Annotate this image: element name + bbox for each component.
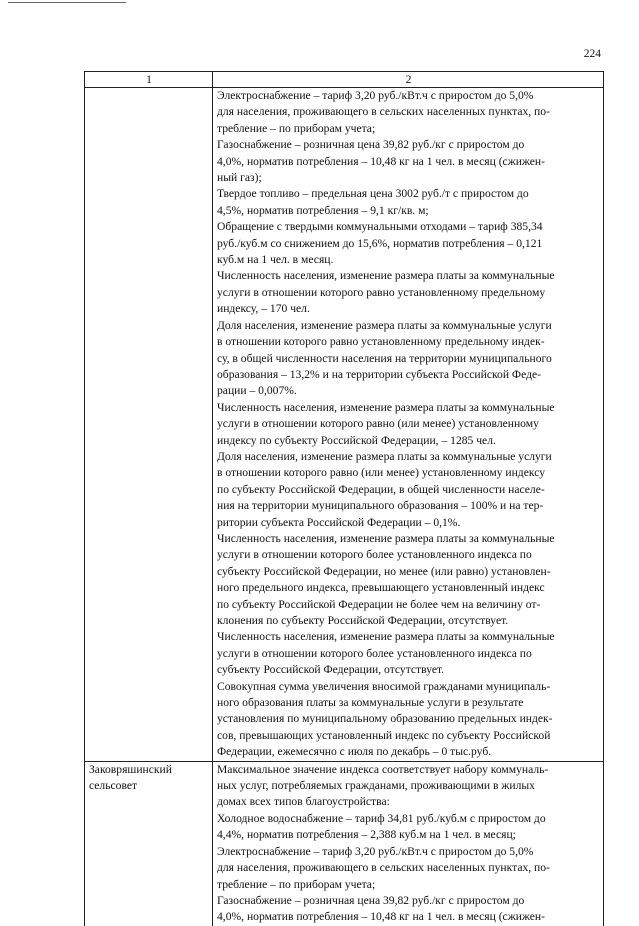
- paragraph-max-index: Максимальное значение индекса соответствует набору коммуналь- ных услуг, потребляемых гражданами, проживающими в жилых домах всех типов благоустройства:: [217, 762, 549, 809]
- paragraph-cold-water: Холодное водоснабжение – тариф 34,81 руб./куб.м с приростом до 4,4%, норматив потребления – 2,388 куб.м на 1 чел. в месяц;: [217, 811, 546, 842]
- municipality-cell: [85, 88, 213, 762]
- paragraph-electricity: Электроснабжение – тариф 3,20 руб./кВт.ч с приростом до 5,0% для населения, проживающего в сельских населенных пунктах, по- требление – по приборам учета;: [217, 89, 550, 135]
- paragraph-solid-fuel: Твердое топливо – предельная цена 3002 руб./т с приростом до 4,5%, норматив потребления – 9,1 кг/кв. м;: [217, 187, 529, 217]
- paragraph-total-increase: Совокупная сумма увеличения вносимой гражданами муниципаль- ного образования платы за коммунальные услуги в результате установления по муниципальному образованию предельных индек- сов, превышающих установленный индекс по субъекту Российской Федерации, ежемесячно с июля по декабрь – 0 тыс.руб.: [217, 679, 553, 759]
- document-table: [84, 71, 604, 926]
- column-header-2: 2: [213, 72, 604, 88]
- paragraph-gas: Газоснабжение – розничная цена 39,82 руб./кг с приростом до 4,0%, норматив потребления – 10,48 кг на 1 чел. в месяц (сжижен-: [217, 893, 545, 924]
- page-number: 224: [583, 48, 601, 60]
- paragraph-gas: Газоснабжение – розничная цена 39,82 руб./кг с приростом до 4,0%, норматив потребления – 10,48 кг на 1 чел. в месяц (сжижен- ный газ);: [217, 138, 545, 185]
- paragraph-population-equal-regional: Численность населения, изменение размера платы за коммунальные услуги в отношении которого равно (или менее) установленному индексу по субъекту Российской Федерации, – 1285 чел.: [217, 400, 555, 447]
- details-cell: [213, 88, 604, 762]
- details-cell: [213, 761, 604, 926]
- column-header-1: 1: [85, 72, 213, 88]
- top-rule: [8, 2, 126, 3]
- paragraph-waste: Обращение с твердыми коммунальными отходами – тариф 385,34 руб./куб.м со снижением до 15,6%, норматив потребления – 0,121 куб.м на 1 чел. в месяц.: [217, 220, 543, 267]
- municipality-cell: Заковряшинский сельсовет: [85, 761, 213, 926]
- paragraph-population-equal-limit: Численность населения, изменение размера платы за коммунальные услуги в отношении которого равно установленному предельному индексу, – 170 чел.: [217, 269, 555, 316]
- paragraph-population-above-regional-within-limit: Численность населения, изменение размера платы за коммунальные услуги в отношении которого более установленного индекса по субъекту Российской Федерации, но менее (или равно) установлен- ного предельного индекса, превышающего установленный индекс по субъекту Российской Федерации не более чем на величину от- клонения по субъекту Российской Федерации, отсутствует.: [217, 531, 555, 627]
- paragraph-population-above-regional: Численность населения, изменение размера платы за коммунальные услуги в отношении которого более установленного индекса по субъекту Российской Федерации, отсутствует.: [217, 630, 555, 677]
- paragraph-share-equal-regional: Доля населения, изменение размера платы за коммунальные услуги в отношении которого равно (или менее) установленному индексу по субъекту Российской Федерации, в общей численности населе- ния на территории муниципального образования – 100% и на тер- ритории субъекта Российской Федерации – 0,1%.: [217, 449, 552, 529]
- paragraph-share-equal-limit: Доля населения, изменение размера платы за коммунальные услуги в отношении которого равно установленному предельному индек- су, в общей численности населения на территории муниципального образования – 13,2% и на территории субъекта Российской Феде- рации – 0,007%.: [217, 318, 552, 398]
- table-row: [85, 761, 604, 926]
- table-row: [85, 88, 604, 762]
- table-header-row: [85, 72, 604, 88]
- paragraph-electricity: Электроснабжение – тариф 3,20 руб./кВт.ч с приростом до 5,0% для населения, проживающего в сельских населенных пунктах, по- требление – по приборам учета;: [217, 844, 550, 891]
